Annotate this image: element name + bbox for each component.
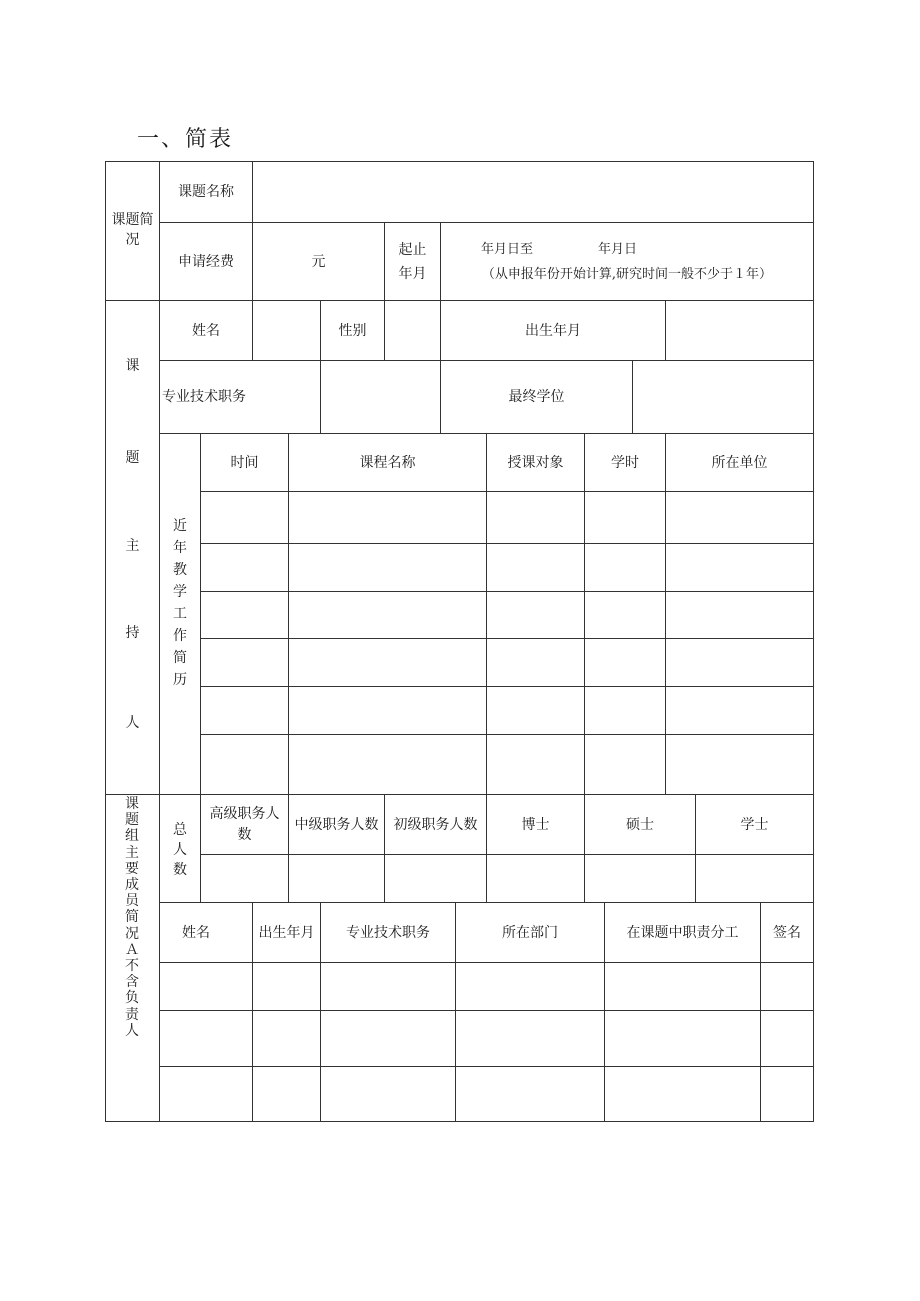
member-header-department: 所在部门: [502, 924, 558, 941]
stats-header-phd: 博士: [521, 816, 550, 833]
teaching-header-course: 课程名称: [359, 454, 416, 471]
section-label-host: [106, 358, 159, 735]
teaching-header-unit: 所在单位: [711, 454, 768, 471]
host-gender-field[interactable]: [385, 301, 440, 360]
member-header-title: 专业技术职务: [346, 924, 430, 941]
host-birth-field[interactable]: [666, 301, 813, 360]
host-char-4: 持: [125, 625, 140, 641]
topic-name-field[interactable]: [253, 162, 813, 222]
funding-unit[interactable]: 元: [311, 253, 326, 270]
host-degree-label: 最终学位: [508, 389, 565, 405]
funding-label: 申请经费: [178, 253, 234, 270]
host-title-label: 专业技术职务: [162, 389, 246, 405]
total-members-label: 总人数: [173, 822, 187, 878]
teaching-header-audience: 授课对象: [507, 454, 564, 471]
member-header-name: 姓名: [182, 924, 210, 941]
host-name-field[interactable]: [253, 301, 320, 360]
host-degree-field[interactable]: [633, 361, 813, 433]
stats-header-master: 硕士: [626, 816, 654, 833]
member-header-role: 在课题中职责分工: [626, 924, 739, 941]
host-name-label: 姓名: [192, 322, 220, 339]
host-title-field[interactable]: [321, 361, 440, 433]
stats-header-bachelor: 学士: [740, 816, 769, 833]
stats-header-junior: 初级职务人数: [393, 816, 478, 833]
section-label-members: 课题组主要成员简况Ａ不含负责人: [125, 796, 139, 1039]
teaching-history-label: 近年教学工作简历: [173, 518, 187, 688]
host-gender-label: 性别: [338, 322, 367, 339]
stats-header-middle: 中级职务人数: [294, 816, 379, 833]
stats-header-senior: 高级职务人数: [209, 805, 280, 843]
member-header-birth: 出生年月: [258, 924, 315, 941]
page-title: 一、简表: [137, 127, 234, 152]
teaching-header-hours: 学时: [611, 454, 639, 471]
host-char-5: 人: [125, 715, 140, 731]
host-birth-label: 出生年月: [525, 322, 581, 339]
host-char-1: 课: [125, 358, 140, 374]
section-label-summary: 课题简况: [111, 212, 154, 248]
member-header-signature: 签名: [773, 924, 801, 941]
host-char-3: 主: [125, 538, 140, 554]
teaching-header-time: 时间: [230, 454, 259, 471]
period-label: 起止年月: [398, 241, 427, 282]
topic-name-label: 课题名称: [178, 184, 234, 200]
period-note: （从申报年份开始计算,研究时间一般不少于１年）: [481, 267, 773, 282]
period-dates[interactable]: 年月日至 年月日: [481, 242, 638, 257]
host-char-2: 题: [125, 450, 140, 466]
